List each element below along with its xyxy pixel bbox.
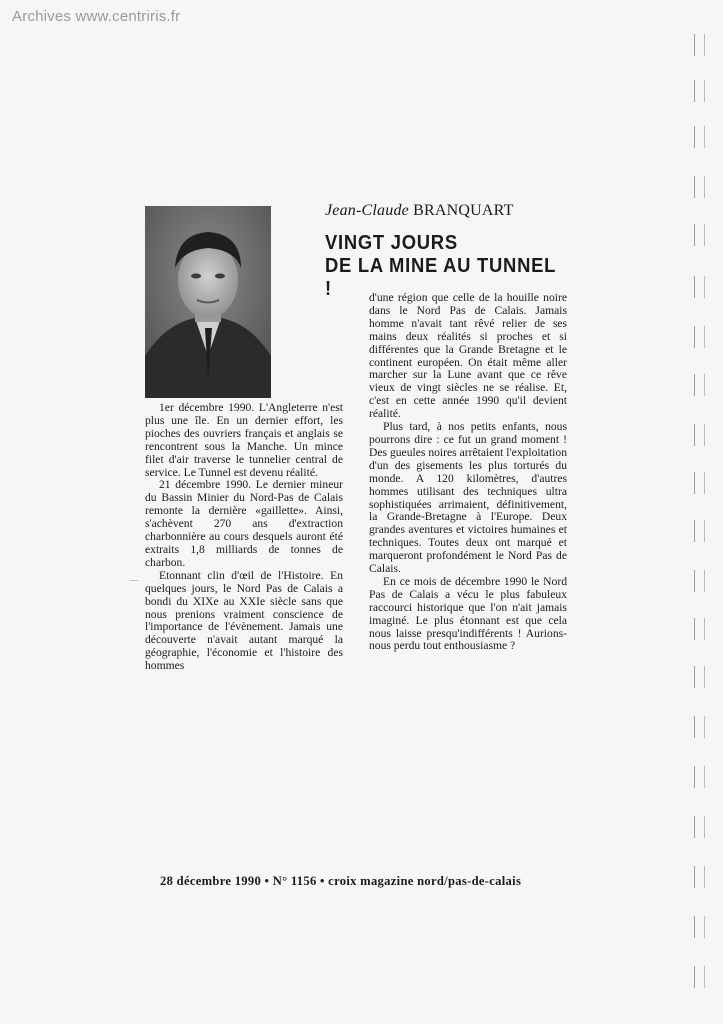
binder-mark	[694, 520, 705, 542]
left-paragraph-3: Etonnant clin d'œil de l'Histoire. En quelques jours, le Nord Pas de Calais a bondi du XIXe au XXIe siècle sans que nous prenions vraiment conscience de l'importance de l'évènement. Jamais une découverte n'avait autant marqué la géographie, l'économie et l'histoire des hommes	[145, 568, 343, 673]
author-portrait-photo	[145, 206, 271, 398]
right-paragraph-2: Plus tard, à nos petits enfants, nous pourrons dire : ce fut un grand moment ! Des gueules noires arrêtaient l'exploitation d'un des gisements les plus torturés du monde. A 120 kilomètres, d'autres hommes utilisant des techniques ultra sophistiquées arrimaient, définitivement, la Grande-Bretagne à l'Europe. Deux grandes aventures et victoires humaines et techniques. Toutes deux ont marqué et marqueront profondément le Nord Pas de Calais.	[369, 420, 567, 576]
left-paragraph-1: 1er décembre 1990. L'Angleterre n'est plus une île. En un dernier effort, les pioches des ouvriers français et anglais se rencontrent sous la Manche. Un mince filet d'air traverse le tunnelier central de service. Le Tunnel est devenu réalité.	[145, 401, 343, 479]
binder-edge-marks	[688, 20, 718, 1010]
right-paragraph-1: d'une région que celle de la houille noire dans le Nord Pas de Calais. Jamais homme n'avait tant rêvé relier de ses mains deux réalités si proches et si différentes que la Grande Bretagne et le continent européen. On était même aller marcher sur la Lune avant que ce rêve vieux de vingt siècles ne se réalise. Et, c'est en cette année 1990 qu'il devient réalité.	[369, 291, 567, 421]
archive-watermark: Archives www.centriris.fr	[12, 8, 181, 25]
binder-mark	[694, 618, 705, 640]
binder-mark	[694, 424, 705, 446]
scan-speck	[130, 580, 138, 581]
article-column-left	[145, 402, 343, 673]
binder-mark	[694, 374, 705, 396]
binder-mark	[694, 766, 705, 788]
binder-mark	[694, 966, 705, 988]
right-paragraph-3: En ce mois de décembre 1990 le Nord Pas de Calais a vécu le plus fabuleux raccourci historique que l'on n'ait jamais imaginé. Le plus étonnant est que cela nous laisse presqu'indifférents ! Aurions-nous perdu tout enthousiasme ?	[369, 574, 567, 653]
binder-mark	[694, 472, 705, 494]
binder-mark	[694, 570, 705, 592]
headline-line-1: VINGT JOURS	[325, 232, 458, 254]
binder-mark	[694, 224, 705, 246]
headline-line-2: DE LA MINE AU TUNNEL !	[325, 255, 556, 300]
binder-mark	[694, 80, 705, 102]
left-paragraph-2: 21 décembre 1990. Le dernier mineur du Bassin Minier du Nord-Pas de Calais remonte la dernière «gaillette». Ainsi, s'achèvent 270 ans d'extraction charbonnière au cours desquels auront été extraits 1,8 milliards de tonnes de charbon.	[145, 478, 343, 569]
binder-mark	[694, 326, 705, 348]
binder-mark	[694, 916, 705, 938]
binder-mark	[694, 816, 705, 838]
author-byline	[325, 202, 565, 220]
binder-mark	[694, 866, 705, 888]
binder-mark	[694, 34, 705, 56]
binder-mark	[694, 126, 705, 148]
article-column-right	[369, 292, 567, 653]
author-last-name: BRANQUART	[413, 202, 514, 219]
author-first-name: Jean-Claude	[325, 202, 409, 219]
page-footer: 28 décembre 1990 • N° 1156 • croix magazine nord/pas-de-calais	[160, 874, 522, 888]
portrait-image	[145, 206, 271, 398]
binder-mark	[694, 176, 705, 198]
binder-mark	[694, 276, 705, 298]
binder-mark	[694, 666, 705, 688]
binder-mark	[694, 716, 705, 738]
